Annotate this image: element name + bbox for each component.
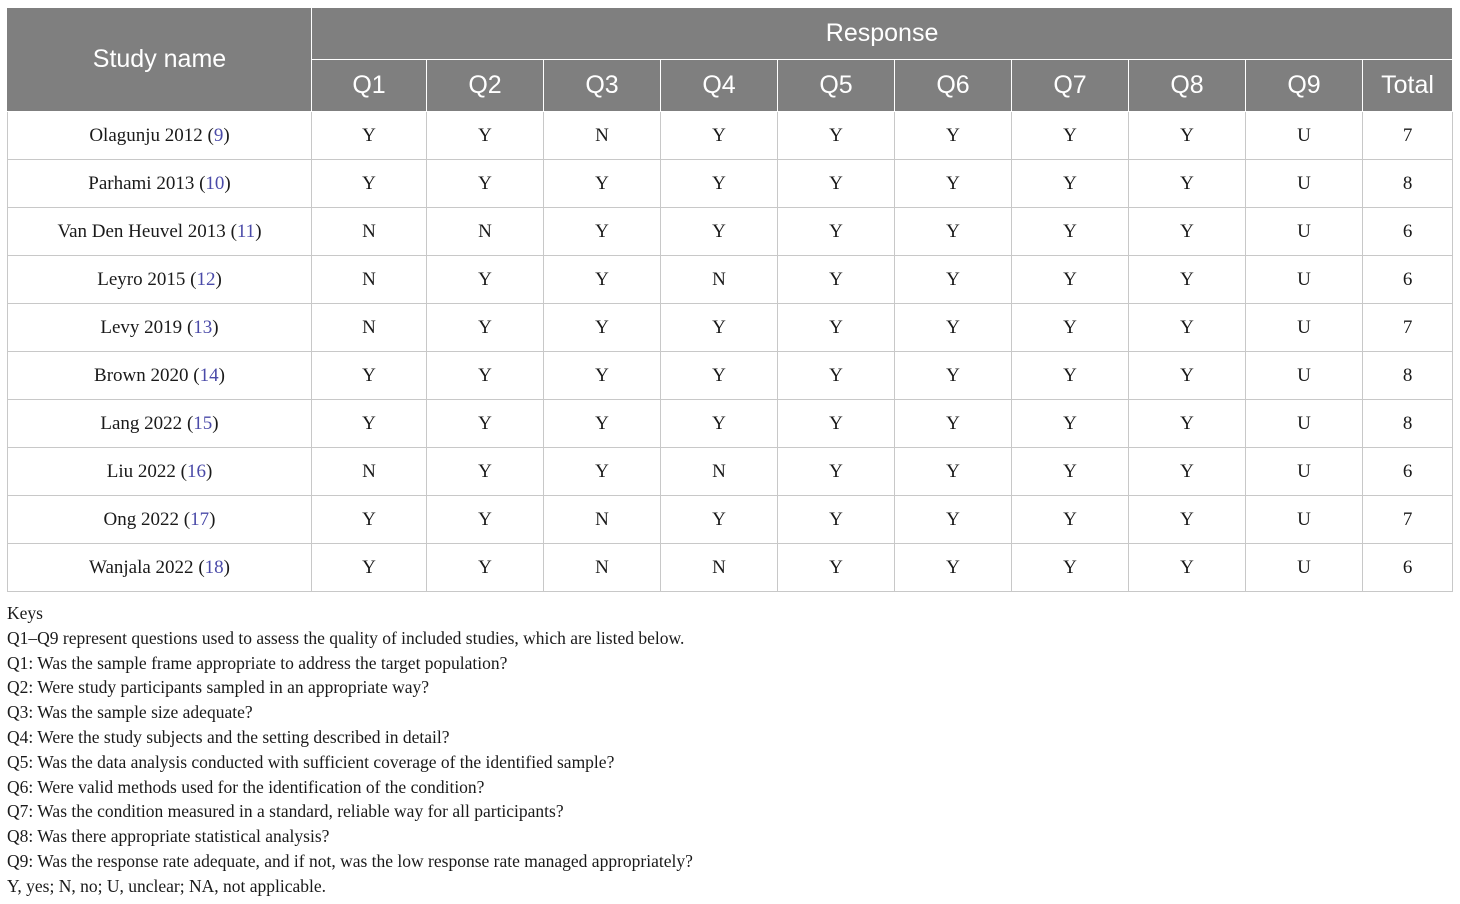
key-line: Q7: Was the condition measured in a standard, reliable way for all participants? [7, 801, 564, 822]
response-cell: Y [895, 304, 1012, 352]
response-cell: Y [1012, 352, 1129, 400]
response-cell: Y [1129, 304, 1246, 352]
response-cell: Y [1129, 544, 1246, 592]
response-cell: Y [544, 400, 661, 448]
key-line: Q6: Were valid methods used for the identification of the condition? [7, 776, 485, 797]
response-cell: N [312, 448, 427, 496]
response-cell: N [661, 544, 778, 592]
column-header-total: Total [1363, 60, 1453, 112]
response-cell: Y [427, 448, 544, 496]
response-cell: Y [1129, 496, 1246, 544]
response-cell: Y [312, 544, 427, 592]
response-cell: U [1246, 160, 1363, 208]
reference-link[interactable]: 14 [199, 364, 219, 386]
response-cell: Y [1012, 304, 1129, 352]
response-cell: Y [427, 304, 544, 352]
response-cell: U [1246, 544, 1363, 592]
response-cell: Y [312, 352, 427, 400]
response-cell: Y [895, 160, 1012, 208]
study-name: Liu 2022 [106, 460, 176, 482]
response-cell: Y [661, 208, 778, 256]
response-cell: N [661, 256, 778, 304]
response-cell: U [1246, 208, 1363, 256]
response-cell: Y [1012, 112, 1129, 160]
study-name-cell: Parhami 2013 (10) [8, 160, 312, 208]
response-cell: Y [895, 496, 1012, 544]
response-cell: Y [1012, 208, 1129, 256]
study-name-cell: Lang 2022 (15) [8, 400, 312, 448]
study-name: Levy 2019 [100, 316, 183, 338]
response-cell: N [544, 544, 661, 592]
table-row [8, 400, 1453, 448]
response-cell: N [544, 496, 661, 544]
reference-link[interactable]: 15 [193, 412, 213, 434]
study-name-header: Study name [8, 8, 312, 112]
response-cell: U [1246, 496, 1363, 544]
response-cell: U [1246, 256, 1363, 304]
response-cell: Y [778, 352, 895, 400]
response-cell: Y [661, 352, 778, 400]
response-cell: Y [895, 352, 1012, 400]
response-cell: Y [1129, 448, 1246, 496]
column-header-q4: Q4 [661, 60, 778, 112]
total-cell: 7 [1363, 304, 1453, 352]
table-row [8, 160, 1453, 208]
response-cell: Y [778, 496, 895, 544]
response-cell: Y [778, 208, 895, 256]
total-cell: 8 [1363, 400, 1453, 448]
response-cell: Y [661, 160, 778, 208]
response-cell: Y [544, 256, 661, 304]
total-cell: 7 [1363, 496, 1453, 544]
table-row [8, 208, 1453, 256]
study-name-cell: Ong 2022 (17) [8, 496, 312, 544]
reference-link[interactable]: 18 [204, 556, 224, 578]
response-cell: Y [661, 304, 778, 352]
response-cell: U [1246, 448, 1363, 496]
response-cell: Y [1129, 352, 1246, 400]
key-line: Q2: Were study participants sampled in an appropriate way? [7, 677, 430, 698]
response-cell: Y [427, 400, 544, 448]
key-line: Q1: Was the sample frame appropriate to address the target population? [7, 652, 508, 673]
response-cell: Y [1012, 448, 1129, 496]
response-cell: Y [1012, 400, 1129, 448]
response-cell: Y [427, 352, 544, 400]
key-line: Q1–Q9 represent questions used to assess the quality of included studies, which are listed below. [7, 627, 685, 648]
study-name-cell: Liu 2022 (16) [8, 448, 312, 496]
response-cell: Y [1129, 256, 1246, 304]
table-header [8, 8, 1453, 112]
table-row [8, 352, 1453, 400]
keys-title: Keys [7, 603, 43, 623]
total-cell: 8 [1363, 160, 1453, 208]
response-cell: Y [544, 208, 661, 256]
response-cell: N [312, 304, 427, 352]
response-cell: N [661, 448, 778, 496]
response-cell: Y [661, 112, 778, 160]
response-cell: Y [1129, 160, 1246, 208]
response-cell: Y [312, 496, 427, 544]
column-header-q6: Q6 [895, 60, 1012, 112]
reference-link[interactable]: 17 [190, 508, 210, 530]
total-cell: 6 [1363, 208, 1453, 256]
response-cell: Y [1012, 256, 1129, 304]
key-line: Q8: Was there appropriate statistical analysis? [7, 826, 330, 847]
response-cell: Y [427, 544, 544, 592]
study-name: Wanjala 2022 [89, 556, 194, 578]
study-name: Parhami 2013 [88, 172, 195, 194]
response-cell: Y [778, 160, 895, 208]
table-row [8, 112, 1453, 160]
column-header-q8: Q8 [1129, 60, 1246, 112]
response-cell: Y [895, 256, 1012, 304]
response-cell: Y [427, 496, 544, 544]
table-row [8, 496, 1453, 544]
total-cell: 6 [1363, 256, 1453, 304]
column-header-q5: Q5 [778, 60, 895, 112]
study-name-cell: Brown 2020 (14) [8, 352, 312, 400]
response-cell: N [312, 256, 427, 304]
reference-link[interactable]: 13 [193, 316, 213, 338]
column-header-q9: Q9 [1246, 60, 1363, 112]
study-name-cell: Olagunju 2012 (9) [8, 112, 312, 160]
key-line: Q9: Was the response rate adequate, and if not, was the low response rate managed appropriately? [7, 850, 693, 871]
quality-assessment-table [7, 7, 1453, 592]
study-name: Leyro 2015 [97, 268, 186, 290]
total-cell: 6 [1363, 544, 1453, 592]
response-cell: Y [1012, 160, 1129, 208]
response-cell: Y [895, 544, 1012, 592]
column-header-q7: Q7 [1012, 60, 1129, 112]
response-cell: Y [895, 208, 1012, 256]
response-cell: Y [895, 448, 1012, 496]
response-cell: Y [544, 304, 661, 352]
reference-link[interactable]: 11 [236, 220, 256, 242]
reference-link[interactable]: 9 [213, 124, 224, 146]
response-cell: Y [895, 400, 1012, 448]
response-cell: N [544, 112, 661, 160]
response-cell: Y [544, 160, 661, 208]
response-cell: Y [1012, 496, 1129, 544]
table-row [8, 256, 1453, 304]
response-cell: Y [427, 112, 544, 160]
key-line: Y, yes; N, no; U, unclear; NA, not applicable. [7, 875, 326, 896]
response-cell: Y [778, 112, 895, 160]
study-name-cell: Leyro 2015 (12) [8, 256, 312, 304]
response-cell: Y [778, 304, 895, 352]
response-cell: Y [427, 160, 544, 208]
response-cell: U [1246, 400, 1363, 448]
response-cell: Y [544, 448, 661, 496]
total-cell: 7 [1363, 112, 1453, 160]
response-header: Response [312, 8, 1453, 60]
key-line: Q4: Were the study subjects and the setting described in detail? [7, 726, 450, 747]
response-cell: N [312, 208, 427, 256]
table-row [8, 448, 1453, 496]
column-header-q2: Q2 [427, 60, 544, 112]
table-body [8, 112, 1453, 592]
response-cell: Y [778, 256, 895, 304]
response-cell: Y [661, 400, 778, 448]
study-name-cell: Wanjala 2022 (18) [8, 544, 312, 592]
response-cell: Y [312, 160, 427, 208]
table-row [8, 544, 1453, 592]
response-cell: Y [778, 400, 895, 448]
response-cell: Y [778, 448, 895, 496]
table-footnotes [7, 601, 1447, 899]
response-cell: Y [427, 256, 544, 304]
response-cell: Y [1012, 544, 1129, 592]
study-name: Brown 2020 [94, 364, 189, 386]
reference-link[interactable]: 10 [205, 172, 225, 194]
response-cell: U [1246, 304, 1363, 352]
column-header-q3: Q3 [544, 60, 661, 112]
study-name: Lang 2022 [100, 412, 183, 434]
response-cell: Y [312, 400, 427, 448]
response-cell: U [1246, 352, 1363, 400]
response-cell: Y [895, 112, 1012, 160]
study-name: Olagunju 2012 [89, 124, 203, 146]
total-cell: 8 [1363, 352, 1453, 400]
column-header-q1: Q1 [312, 60, 427, 112]
response-cell: N [427, 208, 544, 256]
study-name: Van Den Heuvel 2013 [57, 220, 226, 242]
study-name-cell: Van Den Heuvel 2013 (11) [8, 208, 312, 256]
response-cell: Y [1129, 400, 1246, 448]
response-cell: Y [778, 544, 895, 592]
keys-lines [7, 626, 1447, 899]
response-cell: Y [544, 352, 661, 400]
response-cell: Y [1129, 208, 1246, 256]
reference-link[interactable]: 12 [196, 268, 216, 290]
study-name-cell: Levy 2019 (13) [8, 304, 312, 352]
reference-link[interactable]: 16 [186, 460, 206, 482]
response-cell: U [1246, 112, 1363, 160]
response-cell: Y [1129, 112, 1246, 160]
key-line: Q5: Was the data analysis conducted with sufficient coverage of the identified sample? [7, 751, 615, 772]
total-cell: 6 [1363, 448, 1453, 496]
response-cell: Y [661, 496, 778, 544]
study-name: Ong 2022 [103, 508, 180, 530]
key-line: Q3: Was the sample size adequate? [7, 702, 253, 723]
response-cell: Y [312, 112, 427, 160]
table-row [8, 304, 1453, 352]
